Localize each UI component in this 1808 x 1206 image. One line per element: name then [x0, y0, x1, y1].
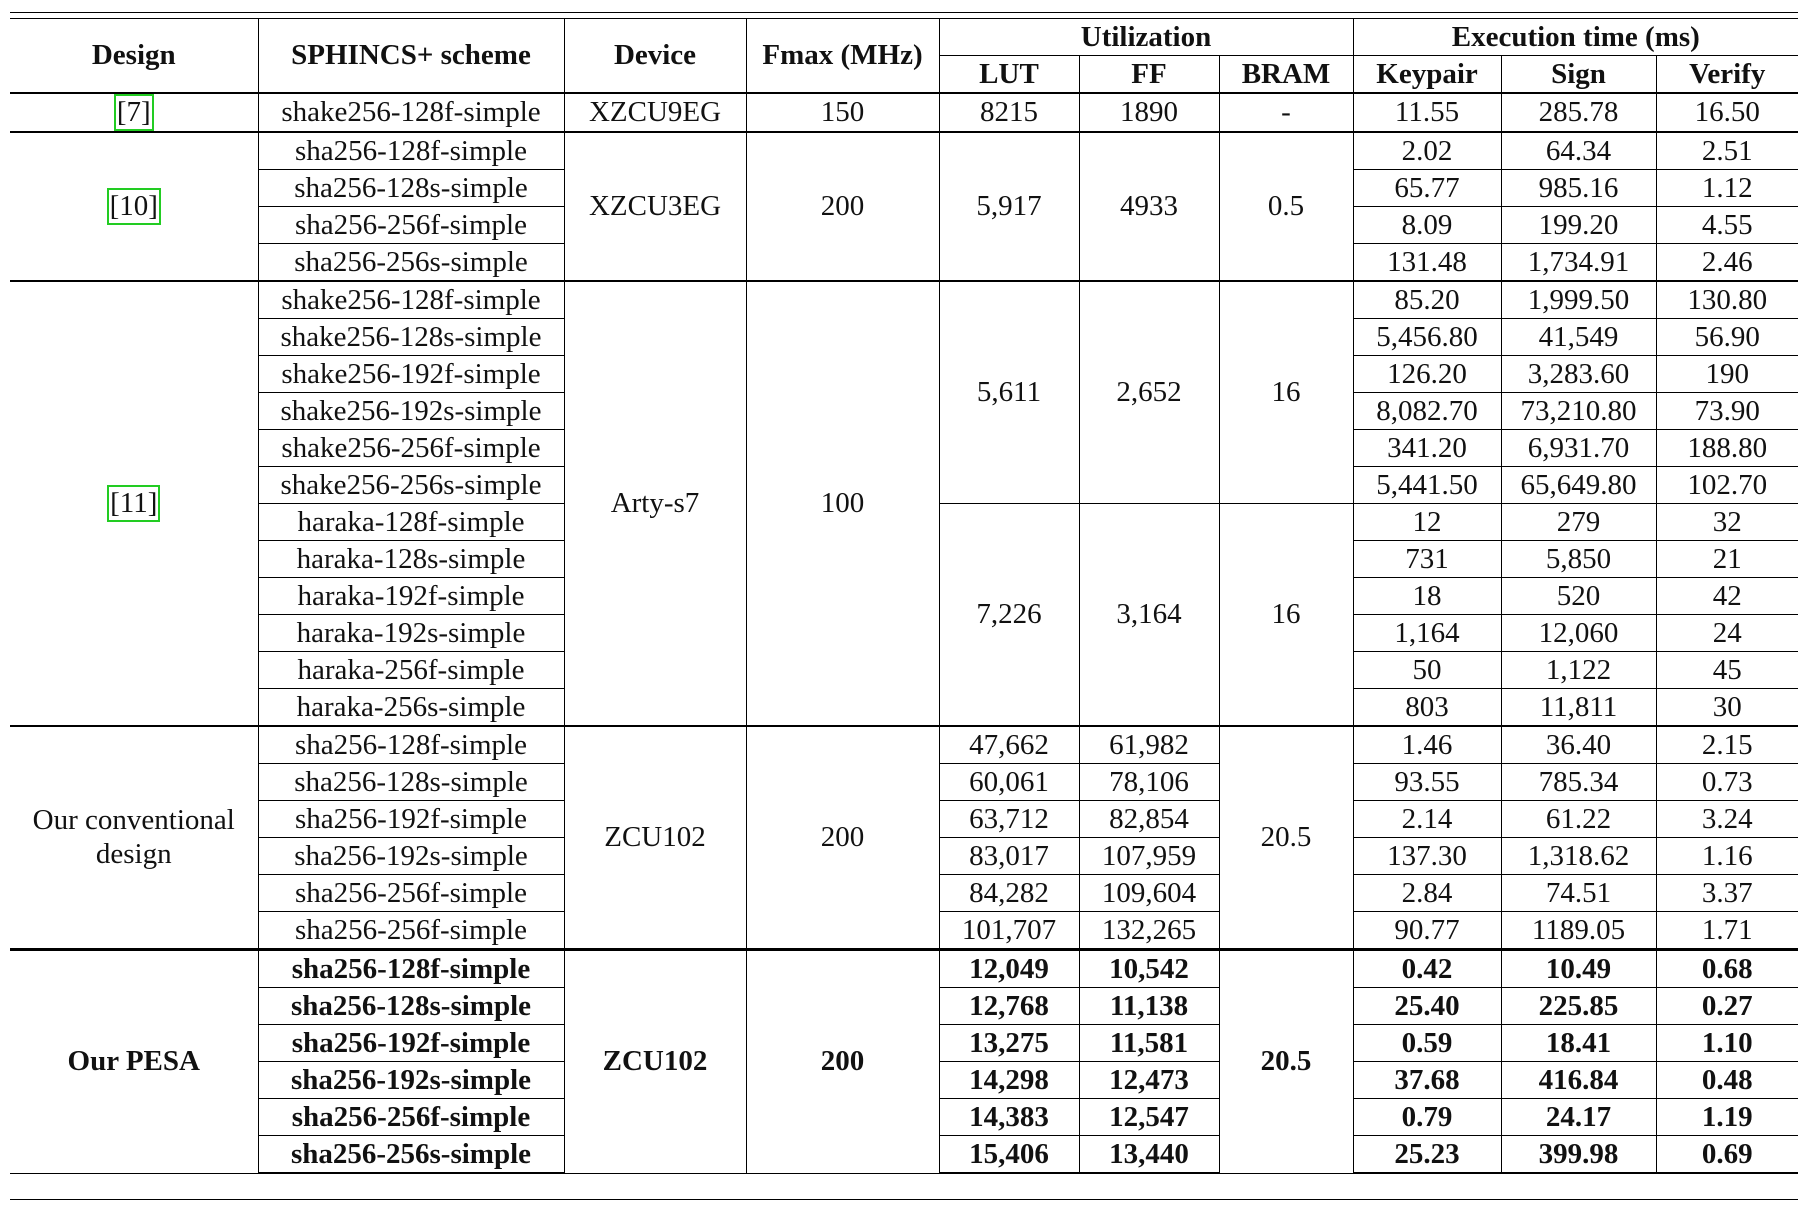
- table-header: [10, 19, 1798, 94]
- keypair-cell: 85.20: [1353, 281, 1501, 319]
- keypair-cell: 18: [1353, 578, 1501, 615]
- lut-cell: 47,662: [939, 726, 1079, 764]
- keypair-cell: 126.20: [1353, 356, 1501, 393]
- scheme-cell: sha256-128f-simple: [258, 726, 564, 764]
- ff-cell: 12,473: [1079, 1062, 1219, 1099]
- ff-cell: 82,854: [1079, 801, 1219, 838]
- scheme-cell: shake256-128f-simple: [258, 93, 564, 132]
- scheme-cell: sha256-192s-simple: [258, 838, 564, 875]
- scheme-cell: sha256-128s-simple: [258, 988, 564, 1025]
- keypair-cell: 5,441.50: [1353, 467, 1501, 504]
- keypair-cell: 8.09: [1353, 207, 1501, 244]
- keypair-cell: 90.77: [1353, 912, 1501, 950]
- sign-cell: 199.20: [1501, 207, 1656, 244]
- header-keypair: Keypair: [1353, 56, 1501, 94]
- table-row: [10, 281, 1798, 319]
- verify-cell: 2.46: [1656, 244, 1798, 282]
- verify-cell: 130.80: [1656, 281, 1798, 319]
- sign-cell: 12,060: [1501, 615, 1656, 652]
- verify-cell: 16.50: [1656, 93, 1798, 132]
- header-execution-time: Execution time (ms): [1353, 19, 1798, 56]
- verify-cell: 30: [1656, 689, 1798, 727]
- ff-cell: 11,581: [1079, 1025, 1219, 1062]
- verify-cell: 102.70: [1656, 467, 1798, 504]
- scheme-cell: sha256-256f-simple: [258, 875, 564, 912]
- bram-cell: 16: [1219, 281, 1353, 504]
- verify-cell: 45: [1656, 652, 1798, 689]
- comparison-table: [10, 18, 1798, 1174]
- verify-cell: 4.55: [1656, 207, 1798, 244]
- keypair-cell: 1,164: [1353, 615, 1501, 652]
- scheme-cell: haraka-192f-simple: [258, 578, 564, 615]
- table-bottom-rule: [10, 1199, 1798, 1200]
- verify-cell: 32: [1656, 504, 1798, 541]
- verify-cell: 0.27: [1656, 988, 1798, 1025]
- keypair-cell: 12: [1353, 504, 1501, 541]
- verify-cell: 1.12: [1656, 170, 1798, 207]
- keypair-cell: 0.42: [1353, 950, 1501, 988]
- scheme-cell: sha256-192s-simple: [258, 1062, 564, 1099]
- sign-cell: 1,122: [1501, 652, 1656, 689]
- header-bram: BRAM: [1219, 56, 1353, 94]
- ff-cell: 1890: [1079, 93, 1219, 132]
- lut-cell: 7,226: [939, 504, 1079, 727]
- sign-cell: 416.84: [1501, 1062, 1656, 1099]
- keypair-cell: 341.20: [1353, 430, 1501, 467]
- lut-cell: 15,406: [939, 1136, 1079, 1174]
- lut-cell: 101,707: [939, 912, 1079, 950]
- keypair-cell: 731: [1353, 541, 1501, 578]
- verify-cell: 0.48: [1656, 1062, 1798, 1099]
- sign-cell: 279: [1501, 504, 1656, 541]
- sign-cell: 73,210.80: [1501, 393, 1656, 430]
- ff-cell: 61,982: [1079, 726, 1219, 764]
- sign-cell: 399.98: [1501, 1136, 1656, 1174]
- scheme-cell: shake256-256f-simple: [258, 430, 564, 467]
- verify-cell: 1.16: [1656, 838, 1798, 875]
- scheme-cell: shake256-192s-simple: [258, 393, 564, 430]
- keypair-cell: 2.02: [1353, 132, 1501, 170]
- keypair-cell: 1.46: [1353, 726, 1501, 764]
- sign-cell: 520: [1501, 578, 1656, 615]
- fmax-cell: 200: [746, 950, 939, 1174]
- table-row: [10, 726, 1798, 764]
- keypair-cell: 131.48: [1353, 244, 1501, 282]
- header-ff: FF: [1079, 56, 1219, 94]
- sign-cell: 36.40: [1501, 726, 1656, 764]
- scheme-cell: shake256-192f-simple: [258, 356, 564, 393]
- scheme-cell: sha256-256f-simple: [258, 1099, 564, 1136]
- lut-cell: 14,298: [939, 1062, 1079, 1099]
- lut-cell: 60,061: [939, 764, 1079, 801]
- citation-link-10[interactable]: [10]: [107, 188, 161, 225]
- lut-cell: 5,917: [939, 132, 1079, 281]
- lut-cell: 5,611: [939, 281, 1079, 504]
- verify-cell: 2.51: [1656, 132, 1798, 170]
- sign-cell: 6,931.70: [1501, 430, 1656, 467]
- scheme-cell: sha256-192f-simple: [258, 801, 564, 838]
- scheme-cell: sha256-128s-simple: [258, 764, 564, 801]
- keypair-cell: 2.14: [1353, 801, 1501, 838]
- lut-cell: 14,383: [939, 1099, 1079, 1136]
- keypair-cell: 25.40: [1353, 988, 1501, 1025]
- scheme-cell: sha256-256s-simple: [258, 244, 564, 282]
- lut-cell: 13,275: [939, 1025, 1079, 1062]
- table-row: [10, 132, 1798, 170]
- sign-cell: 18.41: [1501, 1025, 1656, 1062]
- keypair-cell: 0.59: [1353, 1025, 1501, 1062]
- scheme-cell: sha256-192f-simple: [258, 1025, 564, 1062]
- scheme-cell: sha256-256f-simple: [258, 912, 564, 950]
- sign-cell: 41,549: [1501, 319, 1656, 356]
- scheme-cell: haraka-128f-simple: [258, 504, 564, 541]
- bram-cell: 16: [1219, 504, 1353, 727]
- ff-cell: 2,652: [1079, 281, 1219, 504]
- sign-cell: 24.17: [1501, 1099, 1656, 1136]
- scheme-cell: haraka-128s-simple: [258, 541, 564, 578]
- scheme-cell: sha256-128f-simple: [258, 132, 564, 170]
- sign-cell: 64.34: [1501, 132, 1656, 170]
- header-row-1: [10, 19, 1798, 56]
- design-cell: [10, 93, 258, 132]
- ff-cell: 78,106: [1079, 764, 1219, 801]
- scheme-cell: sha256-128s-simple: [258, 170, 564, 207]
- header-utilization: Utilization: [939, 19, 1353, 56]
- keypair-cell: 2.84: [1353, 875, 1501, 912]
- device-cell: XZCU9EG: [564, 93, 746, 132]
- header-fmax: Fmax (MHz): [746, 19, 939, 94]
- ff-cell: 10,542: [1079, 950, 1219, 988]
- keypair-cell: 50: [1353, 652, 1501, 689]
- sign-cell: 74.51: [1501, 875, 1656, 912]
- sign-cell: 11,811: [1501, 689, 1656, 727]
- scheme-cell: shake256-256s-simple: [258, 467, 564, 504]
- sign-cell: 3,283.60: [1501, 356, 1656, 393]
- verify-cell: 2.15: [1656, 726, 1798, 764]
- design-cell: Our PESA: [10, 950, 258, 1174]
- keypair-cell: 93.55: [1353, 764, 1501, 801]
- design-label-line2: design: [95, 837, 172, 870]
- sign-cell: 985.16: [1501, 170, 1656, 207]
- keypair-cell: 0.79: [1353, 1099, 1501, 1136]
- citation-link-11[interactable]: [11]: [107, 485, 160, 522]
- header-scheme: SPHINCS+ scheme: [258, 19, 564, 94]
- header-device: Device: [564, 19, 746, 94]
- verify-cell: 3.24: [1656, 801, 1798, 838]
- fmax-cell: 150: [746, 93, 939, 132]
- ff-cell: 3,164: [1079, 504, 1219, 727]
- keypair-cell: 65.77: [1353, 170, 1501, 207]
- device-cell: ZCU102: [564, 726, 746, 950]
- bram-cell: 0.5: [1219, 132, 1353, 281]
- design-cell: [10, 281, 258, 726]
- sign-cell: 1,318.62: [1501, 838, 1656, 875]
- lut-cell: 83,017: [939, 838, 1079, 875]
- scheme-cell: sha256-256s-simple: [258, 1136, 564, 1174]
- verify-cell: 1.71: [1656, 912, 1798, 950]
- sign-cell: 5,850: [1501, 541, 1656, 578]
- table-row: [10, 93, 1798, 132]
- sign-cell: 1,734.91: [1501, 244, 1656, 282]
- sign-cell: 1,999.50: [1501, 281, 1656, 319]
- sign-cell: 285.78: [1501, 93, 1656, 132]
- header-verify: Verify: [1656, 56, 1798, 94]
- keypair-cell: 137.30: [1353, 838, 1501, 875]
- sign-cell: 61.22: [1501, 801, 1656, 838]
- keypair-cell: 803: [1353, 689, 1501, 727]
- table-row: [10, 950, 1798, 988]
- fmax-cell: 100: [746, 281, 939, 726]
- design-cell: [10, 726, 258, 950]
- bram-cell: 20.5: [1219, 726, 1353, 950]
- verify-cell: 42: [1656, 578, 1798, 615]
- ff-cell: 11,138: [1079, 988, 1219, 1025]
- scheme-cell: shake256-128s-simple: [258, 319, 564, 356]
- sign-cell: 785.34: [1501, 764, 1656, 801]
- verify-cell: 0.73: [1656, 764, 1798, 801]
- device-cell: XZCU3EG: [564, 132, 746, 281]
- ff-cell: 107,959: [1079, 838, 1219, 875]
- scheme-cell: shake256-128f-simple: [258, 281, 564, 319]
- sign-cell: 65,649.80: [1501, 467, 1656, 504]
- verify-cell: 3.37: [1656, 875, 1798, 912]
- lut-cell: 8215: [939, 93, 1079, 132]
- sign-cell: 10.49: [1501, 950, 1656, 988]
- citation-link-7[interactable]: [7]: [114, 94, 154, 131]
- header-lut: LUT: [939, 56, 1079, 94]
- verify-cell: 73.90: [1656, 393, 1798, 430]
- ff-cell: 12,547: [1079, 1099, 1219, 1136]
- sign-cell: 225.85: [1501, 988, 1656, 1025]
- bram-cell: 20.5: [1219, 950, 1353, 1174]
- design-cell: [10, 132, 258, 281]
- table-body: [10, 93, 1798, 1173]
- ff-cell: 4933: [1079, 132, 1219, 281]
- scheme-cell: haraka-256s-simple: [258, 689, 564, 727]
- verify-cell: 56.90: [1656, 319, 1798, 356]
- verify-cell: 24: [1656, 615, 1798, 652]
- scheme-cell: sha256-256f-simple: [258, 207, 564, 244]
- comparison-table-container: [10, 12, 1798, 1174]
- verify-cell: 1.10: [1656, 1025, 1798, 1062]
- fmax-cell: 200: [746, 726, 939, 950]
- keypair-cell: 8,082.70: [1353, 393, 1501, 430]
- fmax-cell: 200: [746, 132, 939, 281]
- ff-cell: 109,604: [1079, 875, 1219, 912]
- device-cell: Arty-s7: [564, 281, 746, 726]
- keypair-cell: 37.68: [1353, 1062, 1501, 1099]
- lut-cell: 63,712: [939, 801, 1079, 838]
- verify-cell: 190: [1656, 356, 1798, 393]
- verify-cell: 21: [1656, 541, 1798, 578]
- design-label-line1: Our conventional: [32, 804, 235, 837]
- lut-cell: 84,282: [939, 875, 1079, 912]
- verify-cell: 188.80: [1656, 430, 1798, 467]
- header-sign: Sign: [1501, 56, 1656, 94]
- keypair-cell: 5,456.80: [1353, 319, 1501, 356]
- header-design: Design: [10, 19, 258, 94]
- device-cell: ZCU102: [564, 950, 746, 1174]
- scheme-cell: haraka-192s-simple: [258, 615, 564, 652]
- scheme-cell: haraka-256f-simple: [258, 652, 564, 689]
- keypair-cell: 25.23: [1353, 1136, 1501, 1174]
- sign-cell: 1189.05: [1501, 912, 1656, 950]
- scheme-cell: sha256-128f-simple: [258, 950, 564, 988]
- lut-cell: 12,768: [939, 988, 1079, 1025]
- verify-cell: 1.19: [1656, 1099, 1798, 1136]
- verify-cell: 0.69: [1656, 1136, 1798, 1174]
- lut-cell: 12,049: [939, 950, 1079, 988]
- verify-cell: 0.68: [1656, 950, 1798, 988]
- bram-cell: -: [1219, 93, 1353, 132]
- keypair-cell: 11.55: [1353, 93, 1501, 132]
- ff-cell: 13,440: [1079, 1136, 1219, 1174]
- ff-cell: 132,265: [1079, 912, 1219, 950]
